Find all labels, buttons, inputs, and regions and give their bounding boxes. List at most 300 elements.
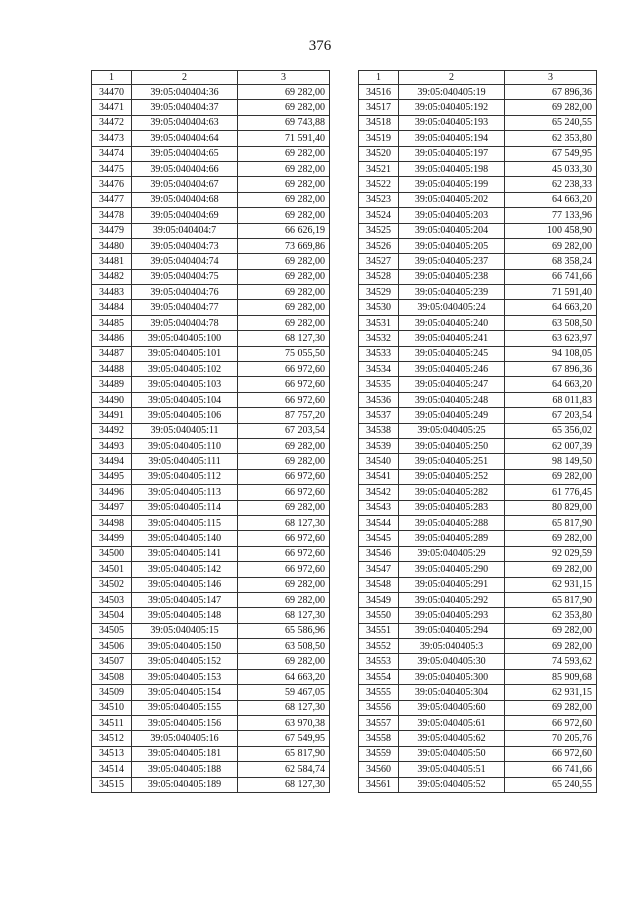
table-row	[359, 223, 597, 238]
row-number: 34532	[359, 331, 399, 346]
cadastral-value: 80 829,00	[505, 500, 597, 515]
row-number: 34475	[92, 161, 132, 176]
table-row	[359, 177, 597, 192]
row-number: 34519	[359, 131, 399, 146]
table-row	[92, 285, 330, 300]
cadastral-number: 39:05:040405:282	[399, 485, 505, 500]
row-number: 34498	[92, 515, 132, 530]
row-number: 34481	[92, 254, 132, 269]
row-number: 34484	[92, 300, 132, 315]
cadastral-number: 39:05:040404:78	[132, 315, 238, 330]
row-number: 34490	[92, 392, 132, 407]
row-number: 34511	[92, 716, 132, 731]
table-row	[359, 731, 597, 746]
row-number: 34503	[92, 592, 132, 607]
cadastral-value: 69 282,00	[238, 192, 330, 207]
table-row	[92, 685, 330, 700]
cadastral-number: 39:05:040405:199	[399, 177, 505, 192]
cadastral-value: 64 663,20	[505, 192, 597, 207]
cadastral-number: 39:05:040405:192	[399, 100, 505, 115]
cadastral-value: 69 282,00	[238, 161, 330, 176]
table-row	[359, 408, 597, 423]
cadastral-value: 69 282,00	[238, 454, 330, 469]
table-row	[92, 115, 330, 130]
row-number: 34531	[359, 315, 399, 330]
cadastral-number: 39:05:040405:29	[399, 546, 505, 561]
row-number: 34553	[359, 654, 399, 669]
cadastral-number: 39:05:040405:156	[132, 716, 238, 731]
row-number: 34518	[359, 115, 399, 130]
cadastral-value: 69 282,00	[238, 177, 330, 192]
table-row	[92, 531, 330, 546]
cadastral-number: 39:05:040405:153	[132, 669, 238, 684]
cadastral-value: 66 972,60	[238, 377, 330, 392]
row-number: 34473	[92, 131, 132, 146]
cadastral-number: 39:05:040405:25	[399, 423, 505, 438]
table-row	[359, 623, 597, 638]
cadastral-number: 39:05:040405:16	[132, 731, 238, 746]
table-row	[92, 500, 330, 515]
row-number: 34480	[92, 238, 132, 253]
table-row	[359, 639, 597, 654]
cadastral-value: 68 127,30	[238, 331, 330, 346]
cadastral-number: 39:05:040405:189	[132, 777, 238, 792]
row-number: 34557	[359, 716, 399, 731]
cadastral-value: 98 149,50	[505, 454, 597, 469]
row-number: 34540	[359, 454, 399, 469]
cadastral-value: 69 282,00	[505, 238, 597, 253]
table-row	[92, 746, 330, 761]
column-header-value: 3	[238, 71, 330, 85]
row-number: 34541	[359, 469, 399, 484]
cadastral-number: 39:05:040405:202	[399, 192, 505, 207]
table-body-left	[92, 85, 330, 793]
table-row	[359, 269, 597, 284]
table-header-row	[92, 71, 330, 85]
cadastral-value: 71 591,40	[505, 285, 597, 300]
table-row	[92, 608, 330, 623]
cadastral-value: 63 508,50	[505, 315, 597, 330]
cadastral-value: 62 353,80	[505, 608, 597, 623]
table-row	[359, 423, 597, 438]
table-row	[359, 115, 597, 130]
cadastral-number: 39:05:040405:251	[399, 454, 505, 469]
cadastral-number: 39:05:040405:110	[132, 438, 238, 453]
cadastral-value: 67 896,36	[505, 362, 597, 377]
cadastral-value: 66 626,19	[238, 223, 330, 238]
table-row	[92, 177, 330, 192]
table-row	[92, 577, 330, 592]
cadastral-value: 62 931,15	[505, 577, 597, 592]
row-number: 34551	[359, 623, 399, 638]
cadastral-value: 69 282,00	[238, 315, 330, 330]
table-row	[359, 746, 597, 761]
table-row	[92, 777, 330, 792]
cadastral-value: 62 238,33	[505, 177, 597, 192]
cadastral-number: 39:05:040405:140	[132, 531, 238, 546]
cadastral-value: 69 282,00	[238, 577, 330, 592]
row-number: 34546	[359, 546, 399, 561]
table-row	[92, 238, 330, 253]
column-header-number: 1	[359, 71, 399, 85]
cadastral-value: 66 972,60	[238, 362, 330, 377]
cadastral-number: 39:05:040405:193	[399, 115, 505, 130]
row-number: 34492	[92, 423, 132, 438]
cadastral-number: 39:05:040405:60	[399, 700, 505, 715]
row-number: 34530	[359, 300, 399, 315]
cadastral-number: 39:05:040405:238	[399, 269, 505, 284]
row-number: 34533	[359, 346, 399, 361]
cadastral-number: 39:05:040405:114	[132, 500, 238, 515]
cadastral-number: 39:05:040405:237	[399, 254, 505, 269]
table-row	[92, 100, 330, 115]
cadastral-number: 39:05:040405:247	[399, 377, 505, 392]
row-number: 34528	[359, 269, 399, 284]
row-number: 34561	[359, 777, 399, 792]
cadastral-number: 39:05:040405:205	[399, 238, 505, 253]
page-number: 376	[308, 38, 332, 54]
cadastral-value: 66 972,60	[238, 485, 330, 500]
table-row	[359, 485, 597, 500]
cadastral-number: 39:05:040405:19	[399, 85, 505, 100]
cadastral-number: 39:05:040405:239	[399, 285, 505, 300]
cadastral-value: 66 741,66	[505, 269, 597, 284]
cadastral-value: 67 549,95	[238, 731, 330, 746]
table-row	[359, 362, 597, 377]
cadastral-number: 39:05:040405:248	[399, 392, 505, 407]
row-number: 34489	[92, 377, 132, 392]
table-row	[92, 669, 330, 684]
cadastral-number: 39:05:040405:52	[399, 777, 505, 792]
row-number: 34560	[359, 762, 399, 777]
table-row	[359, 285, 597, 300]
row-number: 34505	[92, 623, 132, 638]
cadastral-number: 39:05:040405:245	[399, 346, 505, 361]
row-number: 34500	[92, 546, 132, 561]
cadastral-value: 92 029,59	[505, 546, 597, 561]
cadastral-number: 39:05:040405:11	[132, 423, 238, 438]
cadastral-value: 69 282,00	[505, 469, 597, 484]
table-row	[92, 639, 330, 654]
cadastral-value: 69 282,00	[238, 592, 330, 607]
cadastral-value: 62 584,74	[238, 762, 330, 777]
table-row	[92, 654, 330, 669]
cadastral-value: 64 663,20	[238, 669, 330, 684]
cadastral-number: 39:05:040405:30	[399, 654, 505, 669]
row-number: 34547	[359, 562, 399, 577]
table-row	[359, 685, 597, 700]
row-number: 34517	[359, 100, 399, 115]
row-number: 34491	[92, 408, 132, 423]
cadastral-value: 75 055,50	[238, 346, 330, 361]
row-number: 34502	[92, 577, 132, 592]
column-header-cadastral: 2	[132, 71, 238, 85]
row-number: 34555	[359, 685, 399, 700]
row-number: 34545	[359, 531, 399, 546]
table-row	[92, 762, 330, 777]
table-row	[359, 546, 597, 561]
row-number: 34471	[92, 100, 132, 115]
cadastral-value: 66 972,60	[238, 546, 330, 561]
table-row	[359, 562, 597, 577]
row-number: 34539	[359, 438, 399, 453]
table-row	[92, 700, 330, 715]
registry-table-right	[358, 70, 597, 793]
row-number: 34521	[359, 161, 399, 176]
table-row	[92, 408, 330, 423]
table-row	[92, 208, 330, 223]
cadastral-number: 39:05:040404:73	[132, 238, 238, 253]
row-number: 34559	[359, 746, 399, 761]
cadastral-number: 39:05:040405:291	[399, 577, 505, 592]
cadastral-number: 39:05:040405:246	[399, 362, 505, 377]
row-number: 34494	[92, 454, 132, 469]
cadastral-number: 39:05:040405:249	[399, 408, 505, 423]
row-number: 34554	[359, 669, 399, 684]
row-number: 34501	[92, 562, 132, 577]
table-row	[92, 546, 330, 561]
cadastral-value: 69 282,00	[238, 438, 330, 453]
cadastral-value: 68 127,30	[238, 700, 330, 715]
table-row	[359, 777, 597, 792]
cadastral-number: 39:05:040404:66	[132, 161, 238, 176]
cadastral-number: 39:05:040405:203	[399, 208, 505, 223]
cadastral-value: 69 282,00	[238, 85, 330, 100]
cadastral-number: 39:05:040405:61	[399, 716, 505, 731]
cadastral-value: 69 282,00	[238, 208, 330, 223]
cadastral-value: 67 203,54	[238, 423, 330, 438]
table-row	[92, 485, 330, 500]
table-row	[92, 515, 330, 530]
table-row	[359, 315, 597, 330]
cadastral-value: 69 282,00	[505, 623, 597, 638]
cadastral-value: 69 282,00	[505, 562, 597, 577]
table-row	[359, 469, 597, 484]
cadastral-value: 67 203,54	[505, 408, 597, 423]
cadastral-value: 74 593,62	[505, 654, 597, 669]
row-number: 34534	[359, 362, 399, 377]
cadastral-number: 39:05:040405:100	[132, 331, 238, 346]
row-number: 34483	[92, 285, 132, 300]
cadastral-value: 65 356,02	[505, 423, 597, 438]
cadastral-value: 69 282,00	[505, 639, 597, 654]
row-number: 34472	[92, 115, 132, 130]
cadastral-value: 69 282,00	[238, 300, 330, 315]
cadastral-number: 39:05:040405:101	[132, 346, 238, 361]
cadastral-value: 68 358,24	[505, 254, 597, 269]
row-number: 34514	[92, 762, 132, 777]
cadastral-number: 39:05:040405:106	[132, 408, 238, 423]
row-number: 34529	[359, 285, 399, 300]
cadastral-value: 73 669,86	[238, 238, 330, 253]
row-number: 34513	[92, 746, 132, 761]
row-number: 34479	[92, 223, 132, 238]
row-number: 34520	[359, 146, 399, 161]
cadastral-value: 69 743,88	[238, 115, 330, 130]
cadastral-number: 39:05:040405:112	[132, 469, 238, 484]
row-number: 34499	[92, 531, 132, 546]
row-number: 34543	[359, 500, 399, 515]
table-row	[92, 269, 330, 284]
row-number: 34487	[92, 346, 132, 361]
row-number: 34493	[92, 438, 132, 453]
table-row	[92, 346, 330, 361]
table-row	[359, 300, 597, 315]
row-number: 34549	[359, 592, 399, 607]
table-row	[92, 131, 330, 146]
cadastral-number: 39:05:040405:300	[399, 669, 505, 684]
cadastral-value: 69 282,00	[238, 654, 330, 669]
table-row	[359, 531, 597, 546]
cadastral-number: 39:05:040404:63	[132, 115, 238, 130]
cadastral-value: 87 757,20	[238, 408, 330, 423]
row-number: 34507	[92, 654, 132, 669]
cadastral-value: 69 282,00	[238, 100, 330, 115]
row-number: 34510	[92, 700, 132, 715]
row-number: 34556	[359, 700, 399, 715]
cadastral-number: 39:05:040404:68	[132, 192, 238, 207]
cadastral-number: 39:05:040405:141	[132, 546, 238, 561]
cadastral-value: 69 282,00	[238, 285, 330, 300]
cadastral-number: 39:05:040404:75	[132, 269, 238, 284]
row-number: 34497	[92, 500, 132, 515]
table-row	[359, 392, 597, 407]
table-row	[359, 146, 597, 161]
table-row	[359, 377, 597, 392]
table-row	[92, 85, 330, 100]
cadastral-number: 39:05:040405:289	[399, 531, 505, 546]
cadastral-number: 39:05:040405:292	[399, 592, 505, 607]
cadastral-number: 39:05:040405:194	[399, 131, 505, 146]
cadastral-number: 39:05:040405:240	[399, 315, 505, 330]
cadastral-value: 69 282,00	[238, 254, 330, 269]
table-row	[359, 608, 597, 623]
cadastral-number: 39:05:040405:304	[399, 685, 505, 700]
row-number: 34550	[359, 608, 399, 623]
cadastral-value: 68 127,30	[238, 515, 330, 530]
row-number: 34516	[359, 85, 399, 100]
row-number: 34525	[359, 223, 399, 238]
cadastral-number: 39:05:040404:64	[132, 131, 238, 146]
cadastral-number: 39:05:040405:181	[132, 746, 238, 761]
cadastral-number: 39:05:040405:155	[132, 700, 238, 715]
cadastral-number: 39:05:040405:197	[399, 146, 505, 161]
cadastral-number: 39:05:040404:74	[132, 254, 238, 269]
row-number: 34536	[359, 392, 399, 407]
column-header-cadastral: 2	[399, 71, 505, 85]
cadastral-value: 63 970,38	[238, 716, 330, 731]
cadastral-value: 66 972,60	[238, 531, 330, 546]
cadastral-value: 65 586,96	[238, 623, 330, 638]
cadastral-value: 68 011,83	[505, 392, 597, 407]
cadastral-number: 39:05:040404:37	[132, 100, 238, 115]
table-row	[359, 85, 597, 100]
table-row	[92, 423, 330, 438]
cadastral-number: 39:05:040405:204	[399, 223, 505, 238]
table-row	[359, 669, 597, 684]
table-row	[359, 577, 597, 592]
table-row	[92, 362, 330, 377]
cadastral-value: 69 282,00	[238, 269, 330, 284]
row-number: 34470	[92, 85, 132, 100]
row-number: 34506	[92, 639, 132, 654]
cadastral-value: 69 282,00	[505, 100, 597, 115]
cadastral-number: 39:05:040405:147	[132, 592, 238, 607]
row-number: 34538	[359, 423, 399, 438]
cadastral-value: 94 108,05	[505, 346, 597, 361]
cadastral-value: 62 007,39	[505, 438, 597, 453]
row-number: 34527	[359, 254, 399, 269]
cadastral-value: 100 458,90	[505, 223, 597, 238]
cadastral-number: 39:05:040405:152	[132, 654, 238, 669]
cadastral-value: 68 127,30	[238, 777, 330, 792]
row-number: 34488	[92, 362, 132, 377]
cadastral-value: 66 972,60	[238, 392, 330, 407]
table-row	[92, 146, 330, 161]
cadastral-value: 66 972,60	[238, 469, 330, 484]
cadastral-number: 39:05:040405:62	[399, 731, 505, 746]
table-row	[359, 592, 597, 607]
cadastral-number: 39:05:040405:103	[132, 377, 238, 392]
cadastral-value: 62 931,15	[505, 685, 597, 700]
cadastral-value: 65 817,90	[505, 592, 597, 607]
cadastral-value: 45 033,30	[505, 161, 597, 176]
row-number: 34504	[92, 608, 132, 623]
cadastral-number: 39:05:040405:50	[399, 746, 505, 761]
row-number: 34509	[92, 685, 132, 700]
table-row	[359, 700, 597, 715]
cadastral-number: 39:05:040405:252	[399, 469, 505, 484]
row-number: 34485	[92, 315, 132, 330]
row-number: 34537	[359, 408, 399, 423]
cadastral-value: 70 205,76	[505, 731, 597, 746]
cadastral-number: 39:05:040405:154	[132, 685, 238, 700]
cadastral-number: 39:05:040405:142	[132, 562, 238, 577]
cadastral-number: 39:05:040405:15	[132, 623, 238, 638]
cadastral-value: 63 623,97	[505, 331, 597, 346]
table-row	[359, 346, 597, 361]
row-number: 34552	[359, 639, 399, 654]
cadastral-value: 66 972,60	[505, 716, 597, 731]
cadastral-number: 39:05:040405:113	[132, 485, 238, 500]
table-row	[92, 731, 330, 746]
cadastral-number: 39:05:040405:288	[399, 515, 505, 530]
table-row	[92, 562, 330, 577]
table-row	[92, 161, 330, 176]
table-row	[92, 254, 330, 269]
cadastral-number: 39:05:040405:293	[399, 608, 505, 623]
cadastral-value: 69 282,00	[505, 531, 597, 546]
cadastral-value: 77 133,96	[505, 208, 597, 223]
row-number: 34496	[92, 485, 132, 500]
row-number: 34512	[92, 731, 132, 746]
cadastral-value: 69 282,00	[238, 146, 330, 161]
row-number: 34535	[359, 377, 399, 392]
cadastral-number: 39:05:040405:3	[399, 639, 505, 654]
cadastral-number: 39:05:040405:24	[399, 300, 505, 315]
table-row	[359, 515, 597, 530]
cadastral-value: 66 741,66	[505, 762, 597, 777]
column-header-number: 1	[92, 71, 132, 85]
table-row	[92, 438, 330, 453]
registry-table-left	[91, 70, 330, 793]
row-number: 34524	[359, 208, 399, 223]
cadastral-number: 39:05:040405:294	[399, 623, 505, 638]
table-row	[359, 254, 597, 269]
cadastral-number: 39:05:040405:188	[132, 762, 238, 777]
row-number: 34474	[92, 146, 132, 161]
row-number: 34482	[92, 269, 132, 284]
